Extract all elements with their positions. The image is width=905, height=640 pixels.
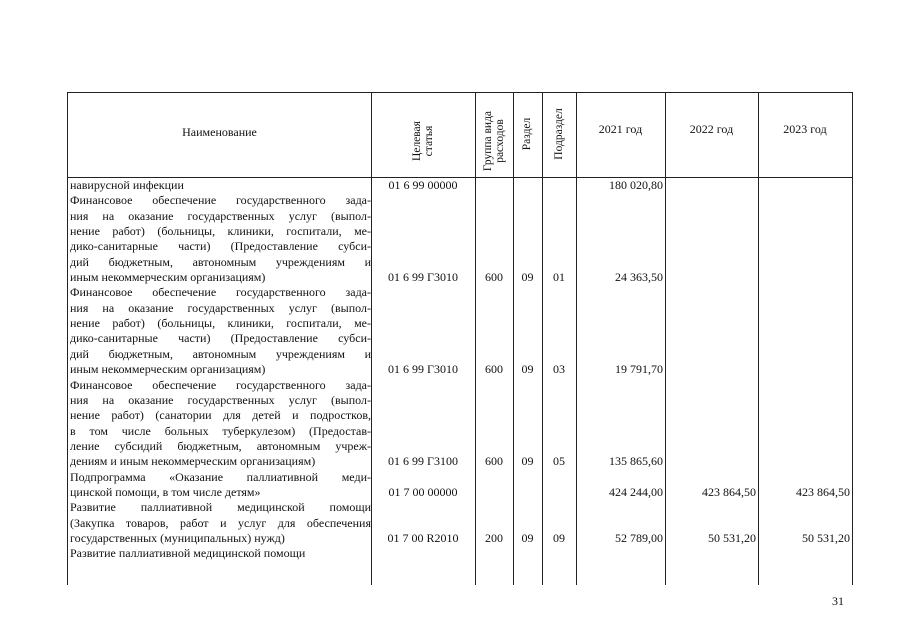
row-expense-group: 600 [485, 270, 503, 285]
row-target-article: 01 7 00 R2010 [387, 531, 459, 546]
row-amount-2021: 52 789,00 [615, 531, 663, 546]
row-section: 09 [521, 270, 534, 285]
row-name-line: ния на оказание государственных услуг (выпол- [70, 208, 371, 223]
row-amount-2023: 423 864,50 [796, 485, 850, 499]
row-amount-2022: 423 864,50 [702, 485, 756, 499]
row-name-line: (Закупка товаров, работ и услуг для обеспечения [70, 515, 371, 530]
header-2022: 2022 год [689, 122, 734, 136]
header-name: Наименование [182, 125, 257, 139]
row-name-line: государственных (муниципальных) нужд) [70, 531, 285, 546]
row-expense-group: 200 [485, 531, 503, 546]
row-expense-group: 600 [485, 362, 503, 377]
row-name-line: ление субсидий бюджетным, автономным учреж- [70, 438, 371, 453]
row-name-line: дениям и иным некоммерческим организациям) [70, 454, 316, 469]
header-target-article: Целевая статья [411, 121, 435, 161]
row-name-line: Подпрограмма «Оказание паллиативной меди- [70, 469, 371, 484]
row-expense-group: 600 [485, 454, 503, 469]
row-amount-2022: 50 531,20 [708, 531, 756, 546]
row-amount-2021: 180 020,80 [609, 178, 663, 192]
page-number: 31 [832, 594, 844, 608]
col-divider [665, 93, 666, 585]
header-expense-group: Группа вида расходов [482, 110, 506, 172]
row-target-article: 01 6 99 Г3010 [388, 270, 458, 285]
col-divider [513, 93, 514, 585]
row-name-line: иным некоммерческим организациям) [70, 270, 266, 285]
row-amount-2021: 19 791,70 [615, 362, 663, 377]
row-name-line: ния на оказание государственных услуг (выпол- [70, 392, 371, 407]
budget-table [67, 92, 853, 585]
row-name-line: навирусной инфекции [70, 178, 184, 192]
row-name-line: в том числе больных туберкулезом) (Предостав- [70, 423, 371, 438]
col-divider [576, 93, 577, 585]
header-section: Раздел [521, 117, 533, 151]
row-name-line: дий бюджетным, автономным учреждениям и [70, 346, 371, 361]
col-divider [542, 93, 543, 585]
col-divider [475, 93, 476, 585]
row-section: 09 [521, 362, 534, 377]
row-subsection: 03 [553, 362, 565, 377]
header-2021: 2021 год [598, 122, 643, 136]
row-name-line: Финансовое обеспечение государственного зада- [70, 193, 371, 208]
header-2023: 2023 год [783, 122, 827, 136]
row-name [70, 500, 371, 546]
row-name [70, 470, 371, 501]
row-amount-2021: 24 363,50 [615, 270, 663, 285]
col-divider [371, 93, 372, 585]
row-name [70, 193, 371, 285]
row-name-line: нение работ) (санатории для детей и подростков, [70, 408, 371, 423]
row-subsection: 01 [553, 270, 565, 285]
row-subsection: 05 [553, 454, 565, 469]
row-name-line: Финансовое обеспечение государственного зада- [70, 285, 371, 300]
row-name-line: дико-санитарные части) (Предоставление субси- [70, 331, 371, 346]
row-name [70, 285, 371, 377]
row-name-line: нение работ) (больницы, клиники, госпитали, ме- [70, 316, 371, 331]
row-name-line: ния на оказание государственных услуг (выпол- [70, 300, 371, 315]
row-name-line: цинской помощи, в том числе детям» [70, 484, 261, 499]
row-amount-2023: 50 531,20 [802, 531, 850, 546]
row-name-line: Развитие паллиативной медицинской помощи [70, 546, 306, 561]
row-name-line: дий бюджетным, автономным учреждениям и [70, 254, 371, 269]
row-name [70, 178, 371, 193]
row-amount-2021: 135 865,60 [609, 454, 663, 469]
row-amount-2021: 424 244,00 [609, 485, 663, 499]
row-name-line: нение работ) (больницы, клиники, госпитали, ме- [70, 224, 371, 239]
row-target-article: 01 6 99 Г3100 [388, 454, 458, 469]
row-subsection: 09 [553, 531, 565, 546]
row-target-article: 01 6 99 00000 [388, 178, 458, 192]
col-divider [758, 93, 759, 585]
row-target-article: 01 7 00 00000 [388, 485, 458, 499]
row-name-line: Финансовое обеспечение государственного зада- [70, 377, 371, 392]
row-name [70, 546, 371, 561]
row-section: 09 [521, 531, 534, 546]
row-section: 09 [521, 454, 534, 469]
row-name-line: дико-санитарные части) (Предоставление субси- [70, 239, 371, 254]
row-target-article: 01 6 99 Г3010 [388, 362, 458, 377]
row-name-line: Развитие паллиативной медицинской помощи [70, 500, 371, 515]
header-subsection: Подраздел [553, 108, 565, 160]
row-name-line: иным некоммерческим организациям) [70, 362, 266, 377]
row-name [70, 378, 371, 470]
